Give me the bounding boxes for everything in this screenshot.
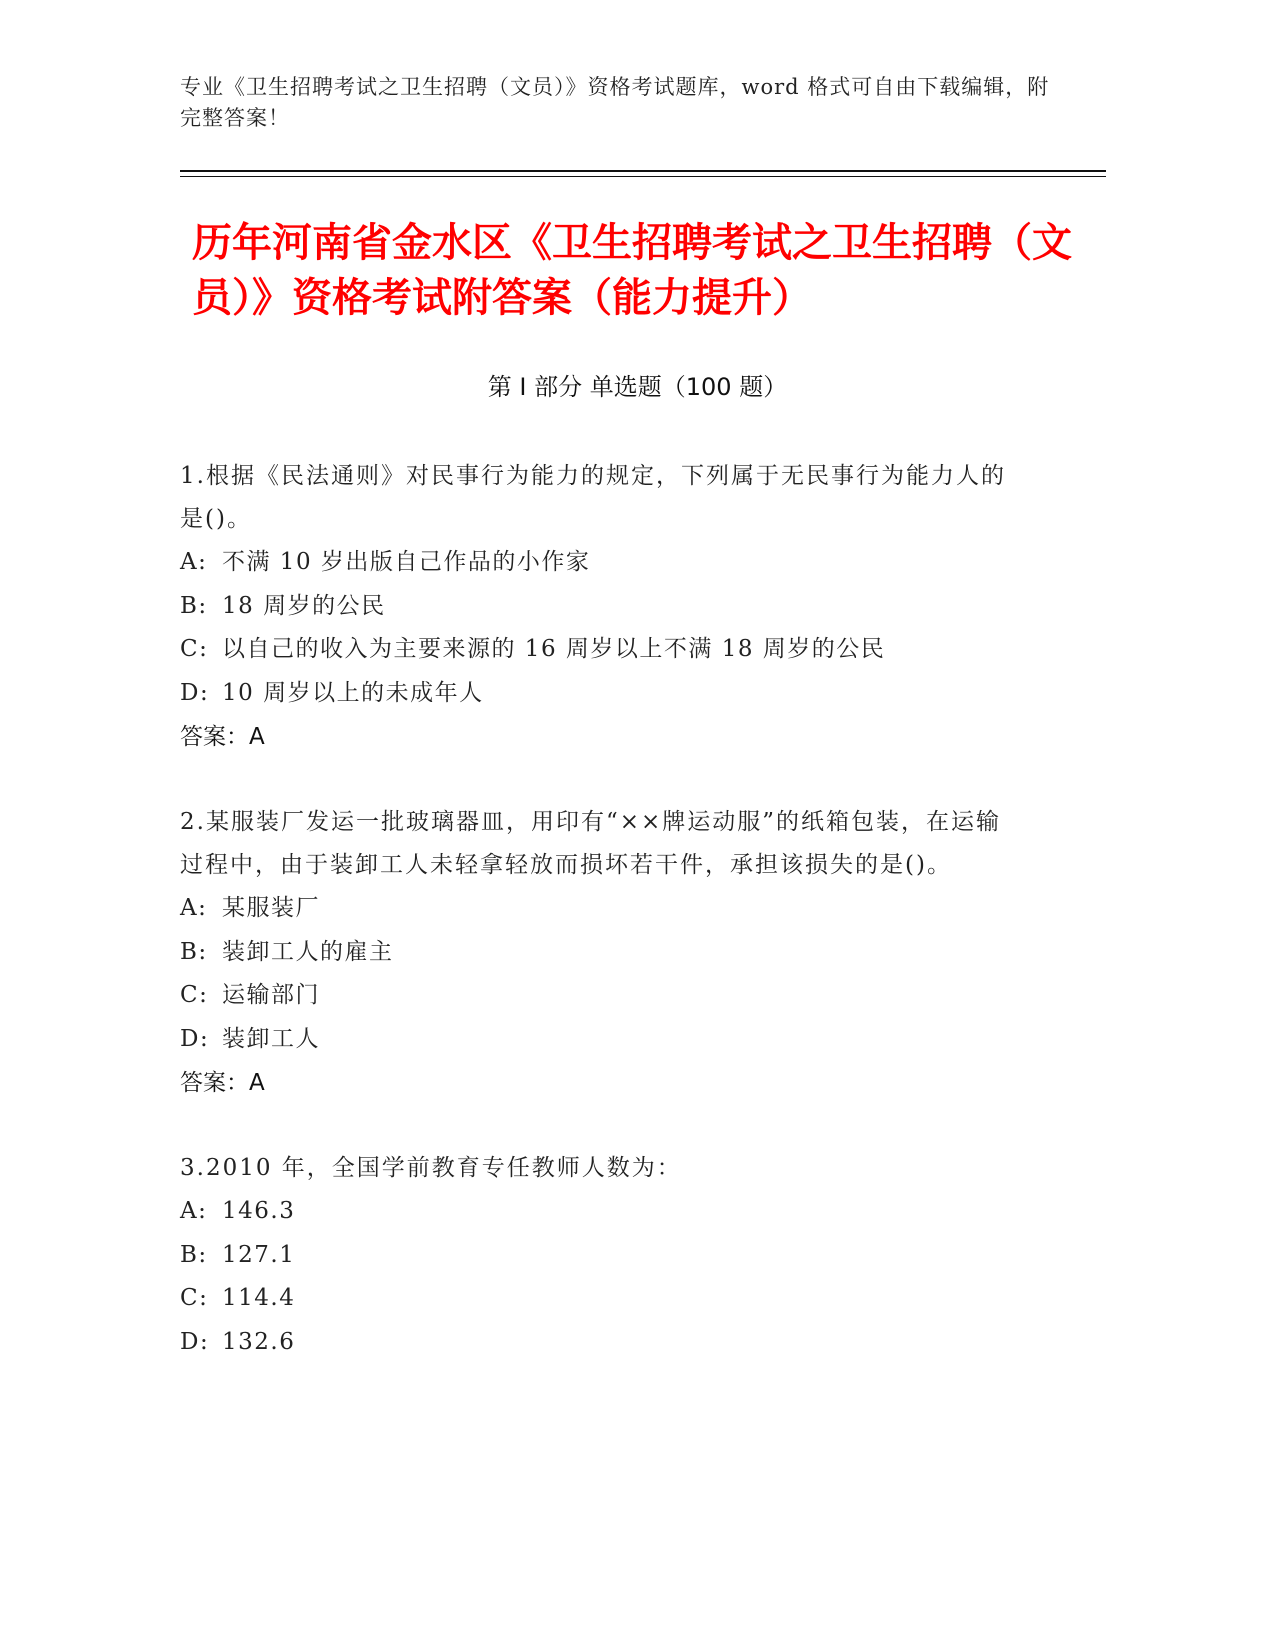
option-text: 以自己的收入为主要来源的 16 周岁以上不满 18 周岁的公民 <box>222 636 886 662</box>
question-3 <box>180 1147 1020 1364</box>
option-a <box>180 887 1020 931</box>
option-d <box>180 1018 1020 1062</box>
option-text: 146.3 <box>222 1198 296 1224</box>
option-text: 127.1 <box>222 1241 296 1268</box>
header-note: 专业《卫生招聘考试之卫生招聘（文员）》资格考试题库，word 格式可自由下载编辑，附完整答案！ <box>180 75 1050 130</box>
question-stem: 2.某服装厂发运一批玻璃器皿，用印有“××牌运动服”的纸箱包装，在运输过程中，由于装卸工人未轻拿轻放而损坏若干件，承担该损失的是()。 <box>180 809 1002 878</box>
option-key: C: <box>180 982 209 1008</box>
option-text: 132.6 <box>222 1328 296 1355</box>
option-c <box>180 974 1020 1018</box>
header-rule-thick <box>180 170 1106 172</box>
option-text: 114.4 <box>222 1285 296 1311</box>
option-key: C: <box>180 1285 209 1311</box>
option-b <box>180 1234 1020 1278</box>
answer-line: 答案：A <box>180 1070 265 1096</box>
option-text: 不满 10 岁出版自己作品的小作家 <box>222 549 591 575</box>
option-key: B: <box>180 1241 208 1268</box>
question-list <box>180 455 1020 1405</box>
document-title: 历年河南省金水区《卫生招聘考试之卫生招聘（文员）》资格考试附答案（能力提升） <box>192 220 1072 321</box>
header-rule-thin <box>180 176 1106 177</box>
question-stem: 1.根据《民法通则》对民事行为能力的规定，下列属于无民事行为能力人的是()。 <box>180 463 1006 532</box>
section-title: 第 I 部分 单选题（100 题） <box>487 373 788 401</box>
option-text: 装卸工人的雇主 <box>222 938 394 965</box>
option-b <box>180 585 1020 629</box>
option-c <box>180 1277 1020 1321</box>
option-key: B: <box>180 938 208 965</box>
option-c <box>180 628 1020 672</box>
option-b <box>180 931 1020 975</box>
option-text: 某服装厂 <box>222 895 320 921</box>
option-key: B: <box>180 592 208 619</box>
option-d <box>180 1321 1020 1365</box>
question-2 <box>180 801 1020 1106</box>
question-stem: 3.2010 年，全国学前教育专任教师人数为： <box>180 1155 682 1181</box>
option-key: C: <box>180 636 209 662</box>
option-a <box>180 1190 1020 1234</box>
option-text: 装卸工人 <box>222 1025 320 1052</box>
option-d <box>180 672 1020 716</box>
option-key: A: <box>180 895 208 921</box>
question-1 <box>180 455 1020 760</box>
option-key: D: <box>180 679 210 706</box>
option-key: D: <box>180 1025 210 1052</box>
option-key: A: <box>180 549 208 575</box>
option-key: D: <box>180 1328 210 1355</box>
option-text: 运输部门 <box>222 982 320 1008</box>
option-text: 10 周岁以上的未成年人 <box>222 679 484 706</box>
option-key: A: <box>180 1198 208 1224</box>
option-text: 18 周岁的公民 <box>222 592 386 619</box>
option-a <box>180 541 1020 585</box>
answer-line: 答案：A <box>180 724 265 750</box>
